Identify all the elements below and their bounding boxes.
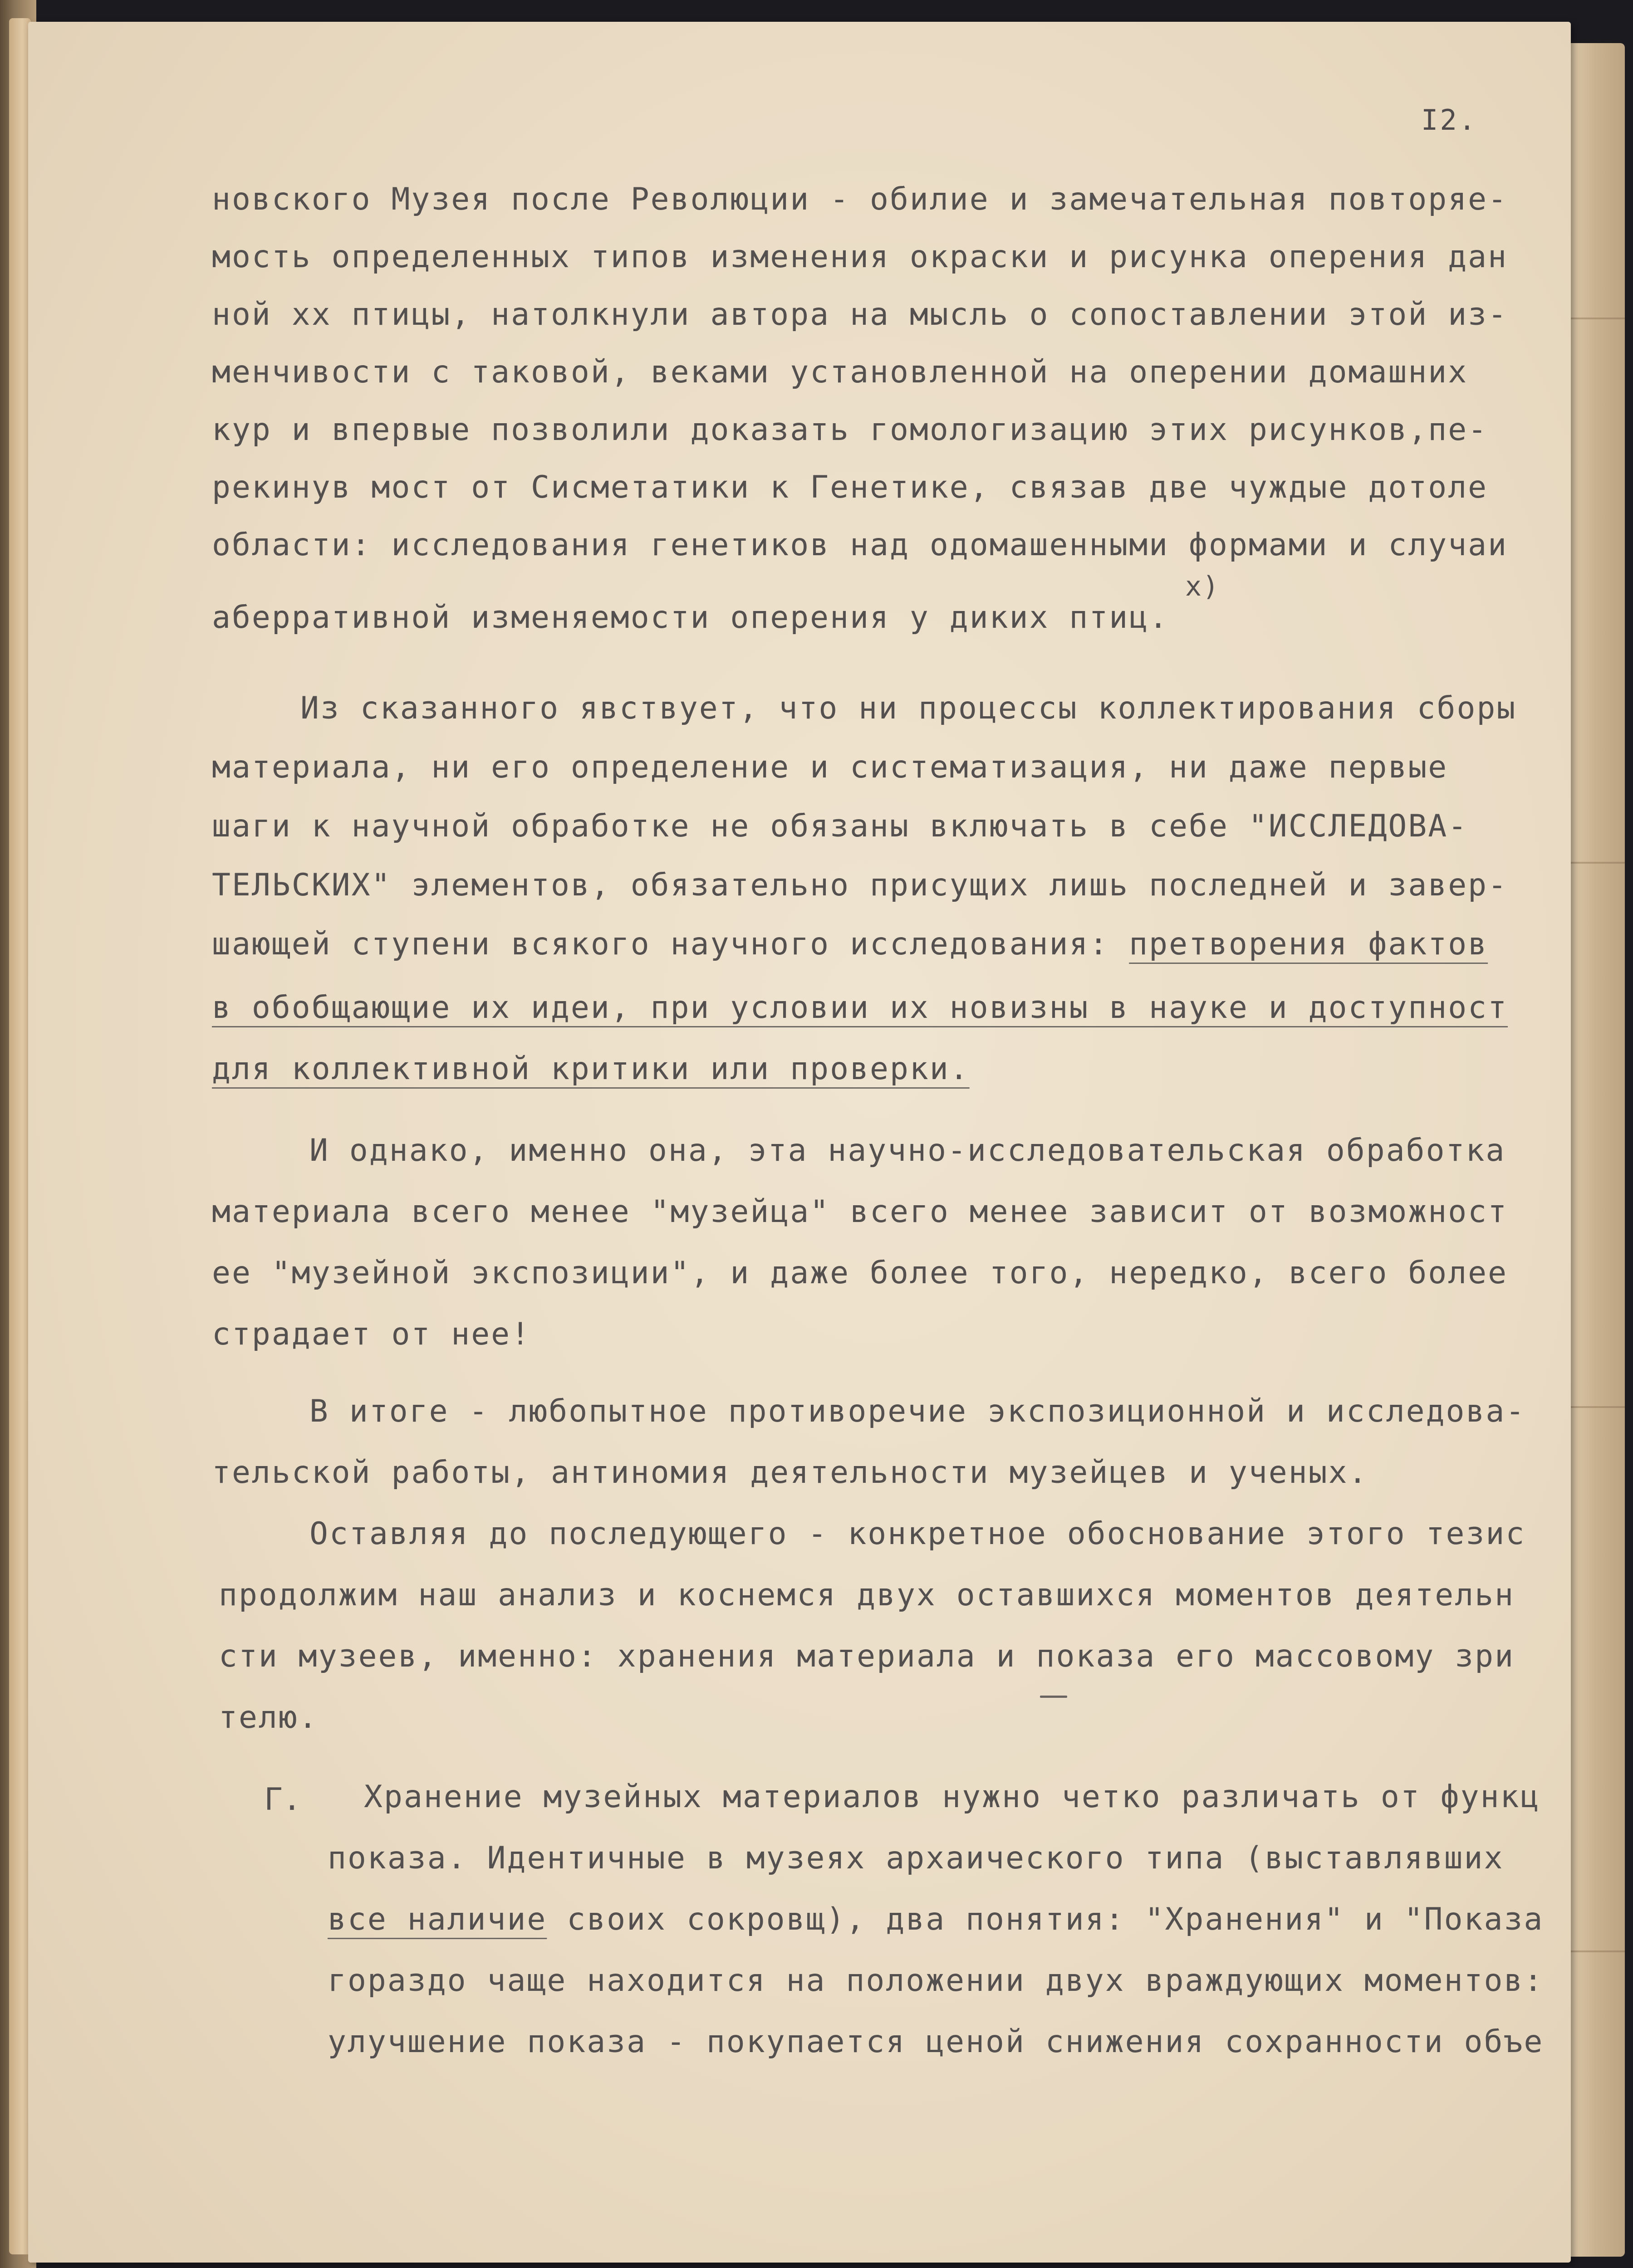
text-line: улучшение показа - покупается ценой снижения сохранности объе [328,2024,1544,2060]
text-line: продолжим наш анализ и коснемся двух оставшихся моментов деятельн [219,1577,1515,1613]
text-line: телю. [219,1700,319,1735]
text-line: рекинув мост от Сисметатики к Генетике, связав две чуждые дотоле [212,469,1488,505]
binding-edge [9,18,31,2254]
page-number: I2. [1421,103,1477,137]
handwritten-mark [1040,1696,1067,1698]
document-page [28,22,1571,2263]
text-span: шающей ступени всякого научного исследования: [212,926,1129,962]
text-line: страдает от нее! [212,1316,531,1352]
underlined-phrase: все наличие [328,1901,547,1937]
text-line: сти музеев, именно: хранения материала и показа его массовому зри [219,1638,1515,1674]
text-line: материала, ни его определение и систематизация, ни даже первые [212,749,1448,785]
text-line: Хранение музейных материалов нужно четко различать от функц [364,1779,1540,1815]
text-line: в обобщающие их идеи, при условии их новизны в науке и доступност [212,990,1508,1026]
text-line: ее "музейной экспозиции", и даже более того, нередко, всего более [212,1255,1508,1291]
text-span: своих сокровщ), два понятия: "Хранения" и "Показа [547,1901,1544,1937]
text-line: В итоге - любопытное противоречие экспозиционной и исследова- [309,1393,1526,1429]
text-line [328,1901,1544,1937]
section-marker: Г. [264,1782,301,1818]
text-line: аберративной изменяемости оперения у диких птиц. [212,600,1169,635]
text-line: ной хх птицы, натолкнули автора на мысль о сопоставлении этой из- [212,297,1508,332]
underlined-phrase: претворения фактов [1129,926,1488,962]
text-line: менчивости с таковой, веками установленной на оперении домашних [212,354,1468,390]
text-line: тельской работы, антиномия деятельности музейцев и ученых. [212,1455,1368,1491]
text-line: шаги к научной обработке не обязаны включать в себе "ИССЛЕДОВА- [212,808,1468,844]
text-line: для коллективной критики или проверки. [212,1051,970,1087]
text-line: мость определенных типов изменения окраски и рисунка оперения дан [212,239,1508,275]
footnote-mark: x) [1185,571,1220,602]
text-line [212,926,1488,962]
text-line: материала всего менее "музейца" всего менее зависит от возможност [212,1194,1508,1230]
text-line: Оставляя до последующего - конкретное обоснование этого тезис [309,1516,1526,1552]
text-line: ТЕЛЬСКИХ" элементов, обязательно присущих лишь последней и завер- [212,867,1508,903]
text-line: показа. Идентичные в музеях архаического типа (выставлявших [328,1840,1504,1876]
text-line: И однако, именно она, эта научно-исследовательская обработка [309,1133,1506,1168]
text-line: кур и впервые позволили доказать гомологизацию этих рисунков,пе- [212,412,1488,448]
text-line: новского Музея после Революции - обилие и замечательная повторяе- [212,181,1508,217]
text-line: Из сказанного явствует, что ни процессы коллектирования сборы [300,690,1517,726]
text-line: области: исследования генетиков над одомашенными формами и случаи [212,527,1508,563]
text-line: гораздо чаще находится на положении двух враждующих моментов: [328,1963,1544,1999]
